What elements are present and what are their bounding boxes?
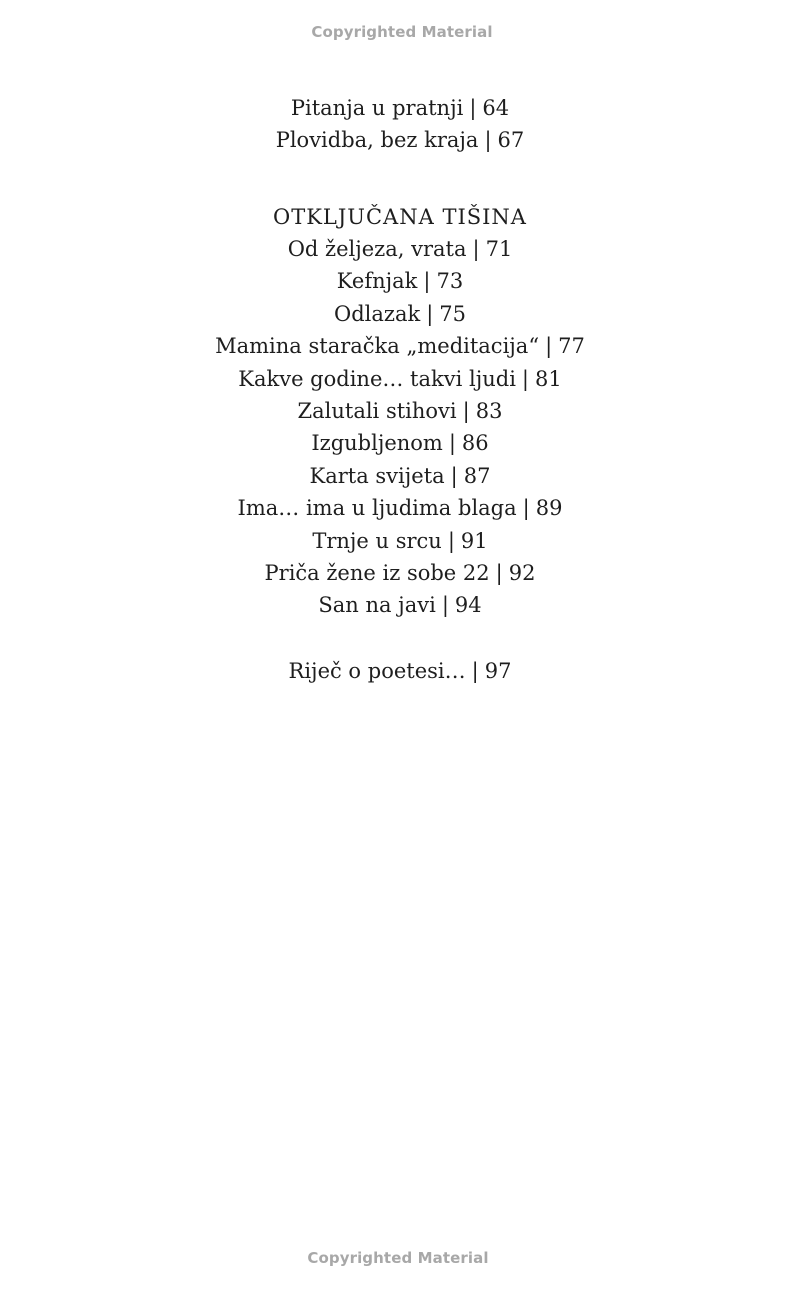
copyright-watermark-top: Copyrighted Material xyxy=(311,23,493,41)
toc-entry-title: Priča žene iz sobe 22 xyxy=(264,560,490,585)
toc-entry-title: Mamina staračka „meditacija“ xyxy=(215,334,540,359)
toc-separator: | xyxy=(472,237,480,261)
toc-entry-page: 77 xyxy=(558,334,585,359)
toc-entry xyxy=(0,395,800,427)
toc-entry-page: 86 xyxy=(461,431,489,456)
toc-entry-page: 94 xyxy=(454,593,482,618)
toc-separator: | xyxy=(522,496,530,521)
toc-entry-page: 91 xyxy=(460,528,488,553)
copyright-watermark-bottom: Copyrighted Material xyxy=(307,1249,489,1267)
toc-entry xyxy=(0,460,800,492)
toc-separator: | xyxy=(484,128,492,153)
toc-entry-page: 92 xyxy=(508,560,536,585)
toc-entry-title: Pitanja u pratnji xyxy=(290,96,464,120)
toc-entry xyxy=(0,265,800,297)
toc-entry-title: Zalutali stihovi xyxy=(297,398,457,423)
toc-entry-page: 75 xyxy=(439,301,467,326)
toc-entry xyxy=(0,557,800,589)
toc-entry-page: 64 xyxy=(482,96,510,120)
toc-entry-page: 83 xyxy=(475,398,503,423)
toc-entry xyxy=(0,525,800,557)
toc-entry-title: Izgubljenom xyxy=(311,431,443,456)
toc-separator: | xyxy=(423,269,431,294)
toc-separator: | xyxy=(448,431,456,456)
toc-separator: | xyxy=(426,301,434,326)
toc-separator: | xyxy=(495,560,503,585)
toc-closing-list xyxy=(0,655,800,687)
toc-separator: | xyxy=(441,593,449,618)
toc-entry-page: 89 xyxy=(535,496,563,521)
toc-entry xyxy=(0,233,800,265)
toc-entry-title: Kakve godine… takvi ljudi xyxy=(238,366,516,391)
toc-separator: | xyxy=(469,96,477,120)
toc-section xyxy=(0,201,800,622)
toc-entry xyxy=(0,92,800,124)
toc-entry-title: Riječ o poetesi… xyxy=(288,659,466,683)
toc-entry-page: 71 xyxy=(485,237,513,261)
toc-separator: | xyxy=(450,463,458,488)
toc-separator: | xyxy=(462,398,470,423)
toc-entry xyxy=(0,655,800,687)
toc-entry-page: 97 xyxy=(484,659,512,683)
toc-entry-title: San na javi xyxy=(318,593,436,618)
toc-separator: | xyxy=(545,334,553,359)
toc-separator: | xyxy=(447,528,455,553)
toc-separator: | xyxy=(471,659,479,683)
toc-section-heading: OTKLJUČANA TIŠINA xyxy=(273,205,527,229)
toc-separator: | xyxy=(521,366,529,391)
toc-entry-page: 73 xyxy=(436,269,464,294)
toc-entry-title: Ima… ima u ljudima blaga xyxy=(237,496,517,521)
toc-entry-title: Plovidba, bez kraja xyxy=(275,128,479,153)
toc-entry xyxy=(0,363,800,395)
toc-entry-title: Karta svijeta xyxy=(309,463,445,488)
toc-entry-page: 87 xyxy=(463,463,491,488)
toc-entry xyxy=(0,427,800,459)
toc-entry xyxy=(0,492,800,524)
toc-entry-title: Od željeza, vrata xyxy=(287,237,467,261)
toc-entry xyxy=(0,124,800,156)
toc-entry-title: Kefnjak xyxy=(336,269,418,294)
toc-entry-page: 67 xyxy=(497,128,525,153)
toc-entry-page: 81 xyxy=(534,366,562,391)
toc-entry-title: Trnje u srcu xyxy=(312,528,442,553)
toc-entry xyxy=(0,298,800,330)
toc-entry-title: Odlazak xyxy=(333,301,421,326)
toc-continued-list xyxy=(0,92,800,157)
toc-entry xyxy=(0,589,800,621)
toc-entry xyxy=(0,330,800,362)
